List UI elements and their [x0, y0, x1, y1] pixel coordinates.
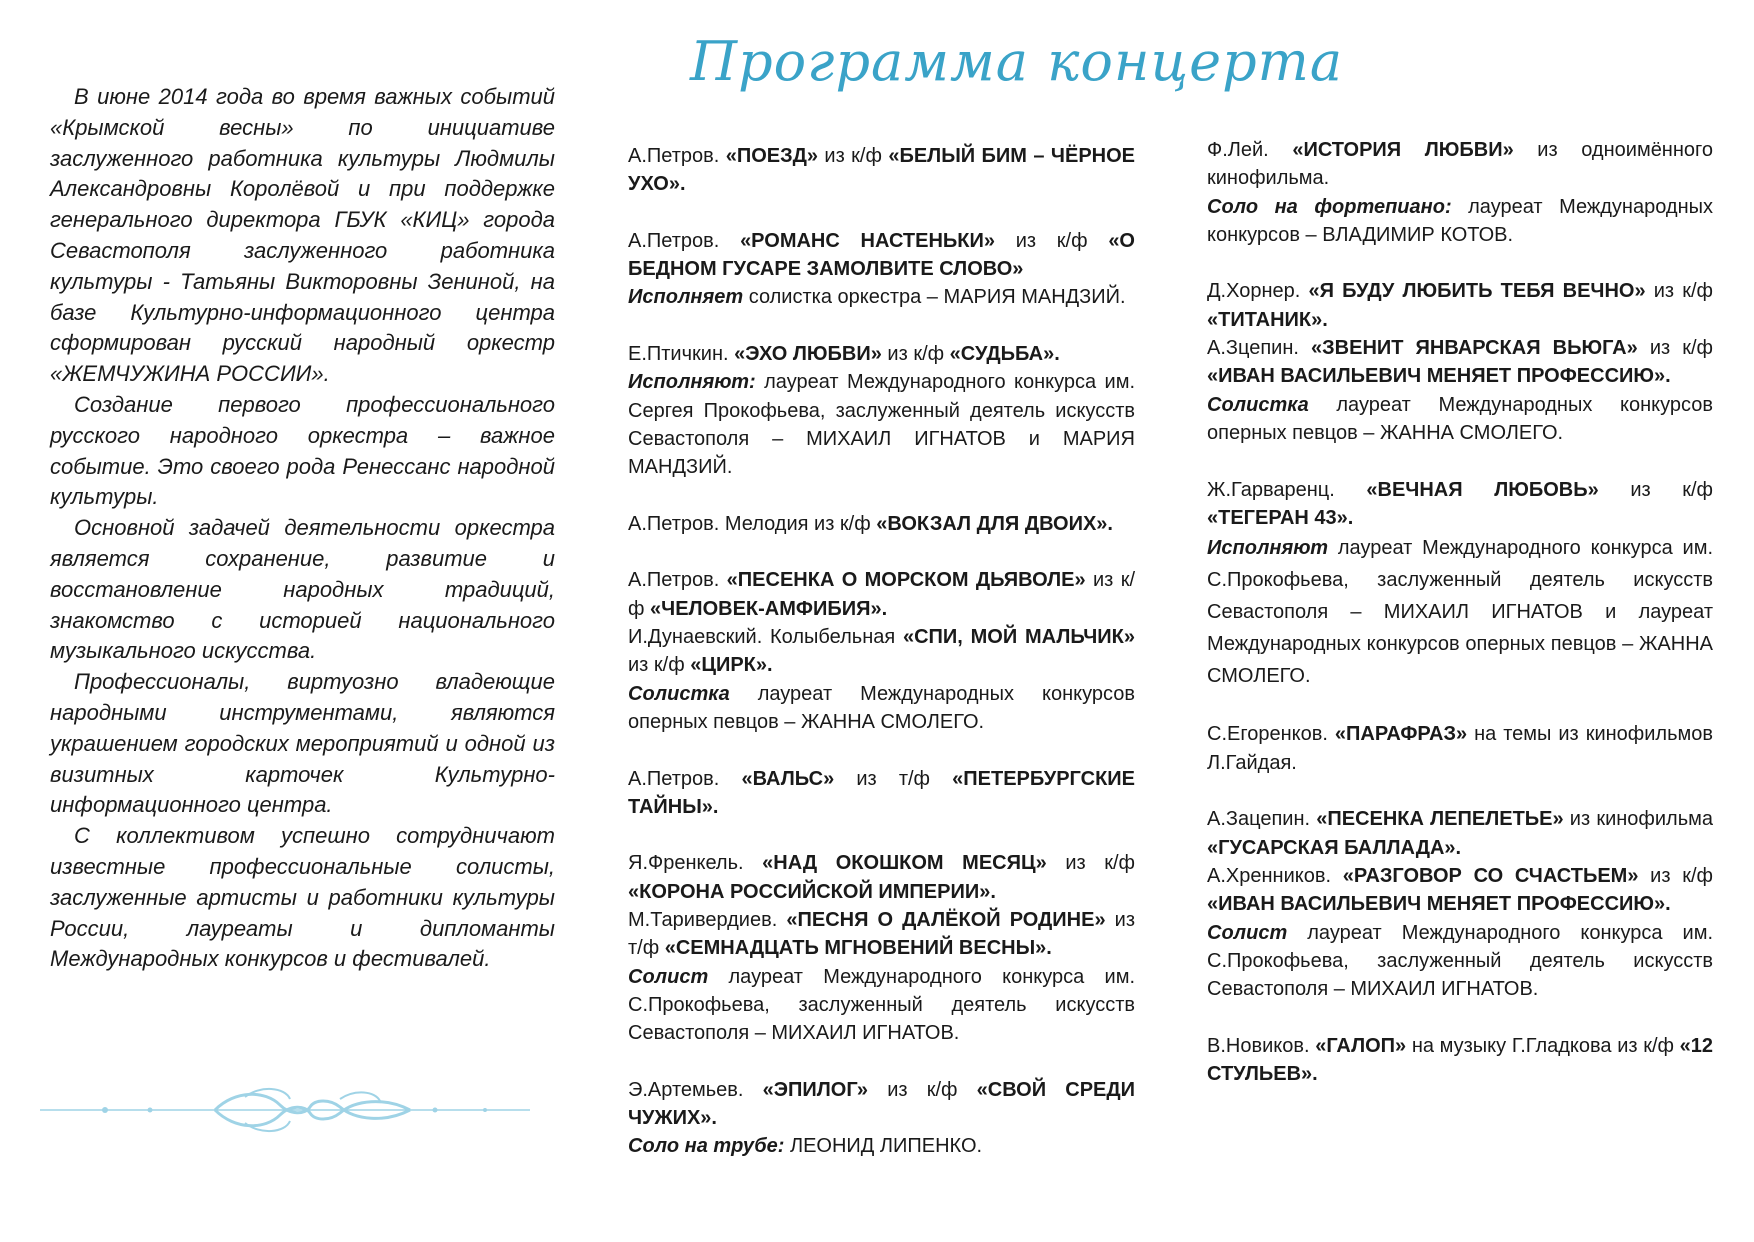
program-item: А.Петров. «ВАЛЬС» из т/ф «ПЕТЕРБУРГСКИЕ ТАЙНЫ». [628, 767, 1135, 818]
program-item: А.Петров. «ПОЕЗД» из к/ф «БЕЛЫЙ БИМ – ЧЁРНОЕ УХО». [628, 145, 1135, 196]
intro-paragraph: Создание первого профессионального русского народного оркестра – важное событие. Это своего рода Ренессанс народной культуры. [50, 391, 555, 510]
intro-text [50, 82, 555, 975]
program-item: А.Петров. «РОМАНС НАСТЕНЬКИ» из к/ф «О БЕДНОМ ГУСАРЕ ЗАМОЛВИТЕ СЛОВО» Исполняет солистка оркестра – МАРИЯ МАНДЗИЙ. [628, 229, 1135, 309]
program-item: А.Петров. «ПЕСЕНКА О МОРСКОМ ДЬЯВОЛЕ» из к/ф «ЧЕЛОВЕК-АМФИБИЯ». И.Дунаевский. Колыбельная «СПИ, МОЙ МАЛЬЧИК» из к/ф «ЦИРК». Солистка лауреат Международных конкурсов оперных певцов – ЖАННА СМОЛЕГО. [628, 569, 1136, 733]
program-column-right [1207, 136, 1713, 1117]
ornament-divider-icon [40, 1085, 540, 1135]
program-item: Е.Птичкин. «ЭХО ЛЮБВИ» из к/ф «СУДЬБА». Исполняют: лауреат Международного конкурса им. Сергея Прокофьева, заслуженный деятель искусств Севастополя – МИХАИЛ ИГНАТОВ и МАРИЯ МАНДЗИЙ. [628, 343, 1135, 479]
program-item: Д.Хорнер. «Я БУДУ ЛЮБИТЬ ТЕБЯ ВЕЧНО» из к/ф «ТИТАНИК». А.Зцепин. «ЗВЕНИТ ЯНВАРСКАЯ ВЬЮГА» из к/ф «ИВАН ВАСИЛЬЕВИЧ МЕНЯЕТ ПРОФЕССИЮ». Солистка лауреат Международных конкурсов оперных певцов – ЖАННА СМОЛЕГО. [1207, 280, 1714, 444]
program-item: Я.Френкель. «НАД ОКОШКОМ МЕСЯЦ» из к/ф «КОРОНА РОССИЙСКОЙ ИМПЕРИИ». М.Таривердиев. «ПЕСНЯ О ДАЛЁКОЙ РОДИНЕ» из т/ф «СЕМНАДЦАТЬ МГНОВЕНИЙ ВЕСНЫ». Солист лауреат Международного конкурса им. С.Прокофьева, заслуженный деятель искусств Севастополя – МИХАИЛ ИГНАТОВ. [628, 852, 1136, 1045]
program-item: Ж.Гарваренц. «ВЕЧНАЯ ЛЮБОВЬ» из к/ф «ТЕГЕРАН 43». Исполняют лауреат Международного конкурса им. С.Прокофьева, заслуженный деятель искусств Севастополя – МИХАИЛ ИГНАТОВ и лауреат Международных конкурсов оперных певцов – ЖАННА СМОЛЕГО. [1207, 478, 1714, 688]
intro-paragraph: Профессионалы, виртуозно владеющие народными инструментами, являются украшением городских мероприятий и одной из визитных карточек Культурно-информационного центра. [50, 669, 555, 818]
intro-paragraph: Основной задачей деятельности оркестра является сохранение, развитие и восстановление народных традиций, знакомство с историей национального музыкального искусства. [50, 515, 555, 664]
program-item: А.Петров. Мелодия из к/ф «ВОКЗАЛ ДЛЯ ДВОИХ». [628, 512, 1113, 535]
program-item: Ф.Лей. «ИСТОРИЯ ЛЮБВИ» из одноимённого кинофильма. Соло на фортепиано: лауреат Международных конкурсов – ВЛАДИМИР КОТОВ. [1207, 139, 1714, 246]
program-item: В.Новиков. «ГАЛОП» на музыку Г.Гладкова из к/ф «12 СТУЛЬЕВ». [1207, 1034, 1713, 1086]
page-title: Программа концерта [690, 30, 1344, 93]
intro-paragraph: С коллективом успешно сотрудничают известные профессиональные солисты, заслуженные артисты и работники культуры России, лауреаты и дипломанты Международных конкурсов и фестивалей. [50, 823, 555, 972]
program-column-middle [628, 142, 1135, 1189]
program-item: С.Егоренков. «ПАРАФРАЗ» на темы из кинофильмов Л.Гайдая. [1207, 723, 1713, 774]
program-item: Э.Артемьев. «ЭПИЛОГ» из к/ф «СВОЙ СРЕДИ ЧУЖИХ». Соло на трубе: ЛЕОНИД ЛИПЕНКО. [628, 1078, 1135, 1158]
program-item: А.Зацепин. «ПЕСЕНКА ЛЕПЕЛЕТЬЕ» из кинофильма «ГУСАРСКАЯ БАЛЛАДА». А.Хренников. «РАЗГОВОР СО СЧАСТЬЕМ» из к/ф «ИВАН ВАСИЛЬЕВИЧ МЕНЯЕТ ПРОФЕССИЮ». Солист лауреат Международного конкурса им. С.Прокофьева, заслуженный деятель искусств Севастополя – МИХАИЛ ИГНАТОВ. [1207, 808, 1713, 1001]
intro-paragraph: В июне 2014 года во время важных событий «Крымской весны» по инициативе заслуженного работника культуры Людмилы Александровны Королёвой и при поддержке генерального директора ГБУК «КИЦ» города Севастополя заслуженного работника культуры - Татьяны Викторовны Зениной, на базе Культурно-информационного центра сформирован русский народный оркестр «ЖЕМЧУЖИНА РОССИИ». [50, 84, 555, 387]
